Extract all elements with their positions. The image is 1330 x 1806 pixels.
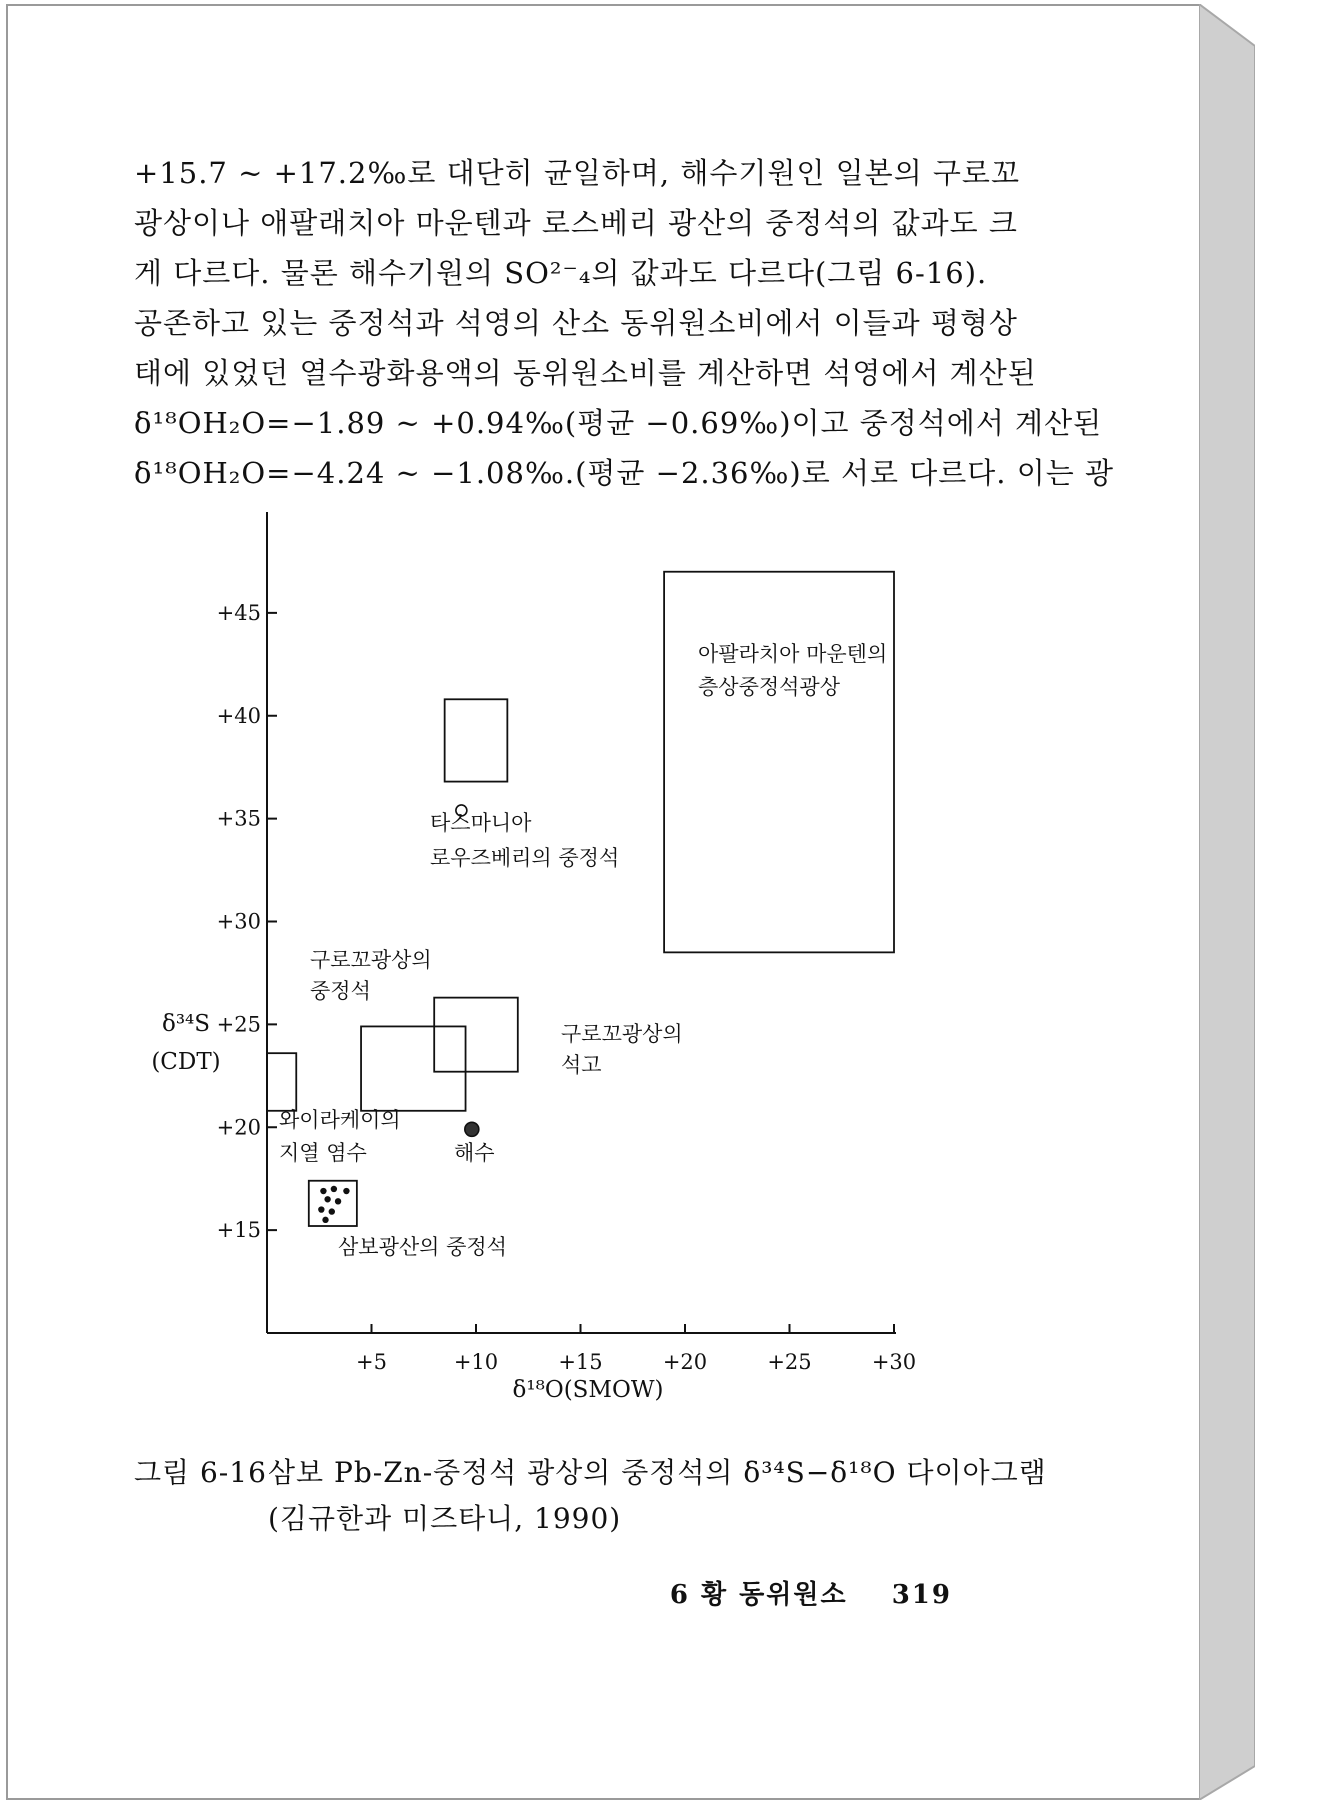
wairakei-geothermal-region [267, 1053, 296, 1111]
seawater-point-label: 해수 [454, 1141, 495, 1165]
y-tick-label: +25 [216, 1012, 261, 1037]
figure-source: (김규한과 미즈타니, 1990) [268, 1502, 622, 1535]
page-footer [670, 1574, 952, 1611]
wairakei-geothermal-region-label: 와이라케이의 [279, 1108, 401, 1132]
kuroko-gypsum-region-label: 구로꼬광상의 [561, 1022, 683, 1046]
sambo-sample-dot [343, 1188, 349, 1194]
sambo-sample-dot [322, 1217, 328, 1223]
text-line-4: 공존하고 있는 중정석과 석영의 산소 동위원소비에서 이들과 평형상 [134, 306, 1018, 340]
y-tick-label: +45 [216, 600, 261, 625]
x-tick-label: +10 [453, 1350, 499, 1374]
caption-line-1 [134, 1450, 1047, 1496]
sambo-sample-dot [320, 1188, 326, 1194]
seawater-point [465, 1122, 479, 1136]
kuroko-barite-region-label: 구로꼬광상의 [310, 948, 432, 972]
wairakei-geothermal-region-label: 지열 염수 [279, 1141, 367, 1165]
text-line-1: +15.7 ~ +17.2‰로 대단히 균일하며, 해수기원인 일본의 구로꼬 [134, 156, 1020, 190]
running-head: 6 황 동위원소 [669, 1580, 848, 1610]
sambo-sample-dot [318, 1206, 324, 1212]
x-tick-label: +5 [356, 1350, 387, 1374]
sambo-sample-dot [324, 1196, 330, 1202]
kuroko-barite-region [361, 1026, 466, 1110]
figure-title: 삼보 Pb-Zn-중정석 광상의 중정석의 δ³⁴S−δ¹⁸O 다이아그램 [268, 1456, 1047, 1489]
tasmania-barite-region [445, 699, 508, 781]
x-tick-label: +25 [767, 1350, 812, 1374]
y-tick-label: +35 [216, 806, 261, 831]
text-line-2: 광상이나 애팔래치아 마운텐과 로스베리 광산의 중정석의 값과도 크 [134, 206, 1018, 240]
text-line-3: 게 다르다. 물론 해수기원의 SO²⁻₄의 값과도 다르다(그림 6-16). [134, 256, 988, 290]
appalachian-barite-region [664, 572, 894, 953]
appalachian-barite-region-label: 아팔라치아 마운텐의 [698, 642, 888, 666]
tasmania-point-label: 타스마니아 [430, 811, 532, 835]
x-tick-label: +20 [662, 1350, 708, 1374]
y-axis-label: (CDT) [151, 1049, 221, 1075]
figure-caption [134, 1450, 1047, 1542]
x-axis-label: δ¹⁸O(SMOW) [512, 1377, 664, 1403]
y-axis-label: δ³⁴S [161, 1011, 211, 1037]
y-tick-label: +30 [216, 909, 261, 934]
text-line-6: δ¹⁸OH₂O=−1.89 ~ +0.94‰(평균 −0.69‰)이고 중정석에서 계산된 [134, 406, 1103, 440]
page-number: 319 [891, 1580, 952, 1610]
figure-number: 그림 6-16 [134, 1456, 267, 1489]
tasmania-point-label: 로우즈베리의 중정석 [430, 846, 620, 870]
y-tick-label: +40 [216, 703, 261, 728]
kuroko-gypsum-region-label: 석고 [561, 1053, 602, 1077]
text-line-5: 태에 있었던 열수광화용액의 동위원소비를 계산하면 석영에서 계산된 [134, 356, 1037, 390]
sambo-sample-dot [329, 1208, 335, 1214]
kuroko-gypsum-region [434, 998, 518, 1072]
y-tick-label: +20 [216, 1115, 261, 1140]
text-line-7: δ¹⁸OH₂O=−4.24 ~ −1.08‰.(평균 −2.36‰)로 서로 다르다. 이는 광 [134, 456, 1114, 490]
x-tick-label: +15 [558, 1350, 603, 1374]
sambo-sample-dot [335, 1198, 341, 1204]
sambo-sample-dot [331, 1186, 337, 1192]
y-tick-label: +15 [216, 1218, 261, 1243]
appalachian-barite-region-label: 층상중정석광상 [698, 675, 841, 699]
x-tick-label: +30 [871, 1350, 917, 1374]
sambo-barite-region-label: 삼보광산의 중정석 [338, 1235, 507, 1259]
kuroko-barite-region-label: 중정석 [310, 979, 371, 1003]
